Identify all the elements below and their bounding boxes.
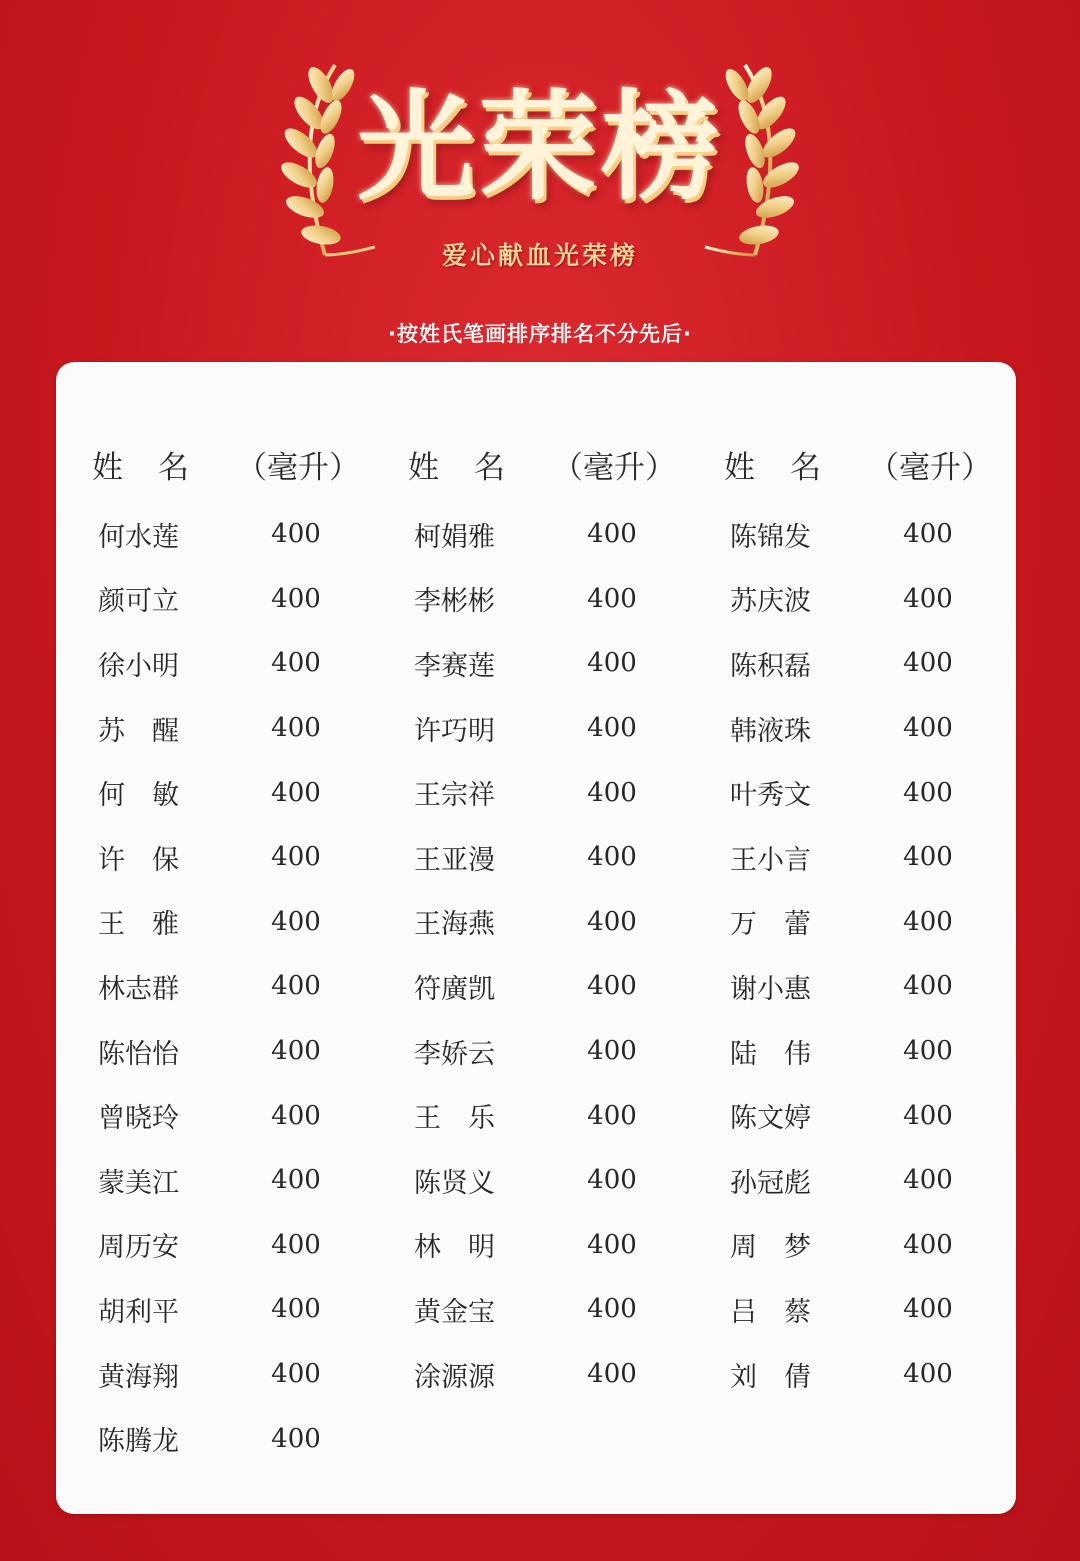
donation-amount: 400 — [903, 1294, 953, 1325]
donor-name: 李娇云 — [414, 1038, 495, 1070]
donor-name: 韩液珠 — [730, 715, 811, 747]
donor-name: 陈积磊 — [730, 650, 811, 682]
donation-amount: 400 — [903, 971, 953, 1002]
donor-name: 陈腾龙 — [98, 1426, 179, 1458]
donation-amount: 400 — [271, 713, 321, 744]
donor-name: 刘 倩 — [730, 1361, 811, 1393]
donation-amount: 400 — [587, 906, 637, 937]
donation-amount: 400 — [271, 519, 321, 550]
donor-row — [724, 1342, 1024, 1407]
donor-name: 蒙美江 — [98, 1167, 179, 1199]
donation-amount: 400 — [587, 1100, 637, 1131]
donor-row — [724, 954, 1024, 1019]
donor-name: 柯娟雅 — [414, 521, 495, 553]
donation-amount: 400 — [271, 971, 321, 1002]
donation-amount: 400 — [271, 583, 321, 614]
donor-name: 黄金宝 — [414, 1296, 495, 1328]
donor-name: 何 敏 — [98, 780, 179, 812]
donation-amount: 400 — [903, 906, 953, 937]
donor-name: 陈文婷 — [730, 1103, 811, 1135]
donation-amount: 400 — [271, 1229, 321, 1260]
donation-amount: 400 — [903, 1036, 953, 1067]
donation-amount: 400 — [587, 519, 637, 550]
donor-row — [92, 1342, 392, 1407]
column-header — [408, 440, 708, 488]
donation-amount: 400 — [903, 842, 953, 873]
donor-name: 涂源源 — [414, 1361, 495, 1393]
donor-column-1 — [92, 440, 392, 1471]
donor-row — [408, 696, 708, 761]
donor-name: 王亚漫 — [414, 844, 495, 876]
donor-name: 苏庆波 — [730, 586, 811, 618]
donation-amount: 400 — [587, 648, 637, 679]
donor-row — [724, 825, 1024, 890]
donation-amount: 400 — [903, 583, 953, 614]
donor-row — [408, 825, 708, 890]
page-title: 光荣榜 — [356, 77, 723, 216]
donor-row — [92, 502, 392, 567]
donor-name: 苏 醒 — [98, 715, 179, 747]
donor-row — [724, 631, 1024, 696]
donor-name: 林 明 — [414, 1232, 495, 1264]
donor-name: 徐小明 — [98, 650, 179, 682]
donor-name: 陈贤义 — [414, 1167, 495, 1199]
donation-amount: 400 — [587, 713, 637, 744]
donor-name: 李赛莲 — [414, 650, 495, 682]
unit-header: （毫升） — [236, 449, 360, 486]
donor-row — [92, 1083, 392, 1148]
donation-amount: 400 — [271, 1359, 321, 1390]
donor-row — [92, 1277, 392, 1342]
donor-name: 万 蕾 — [730, 909, 811, 941]
donor-name: 李彬彬 — [414, 586, 495, 618]
donor-row — [408, 567, 708, 632]
donation-amount: 400 — [587, 777, 637, 808]
donor-row — [724, 1213, 1024, 1278]
donor-name: 谢小惠 — [730, 973, 811, 1005]
donor-row — [724, 890, 1024, 955]
donor-row — [408, 890, 708, 955]
header — [0, 0, 1080, 360]
donor-name: 符廣凯 — [414, 973, 495, 1005]
page-subtitle: 爱心献血光荣榜 — [441, 241, 638, 270]
donation-amount: 400 — [271, 648, 321, 679]
name-header: 姓 名 — [724, 449, 823, 486]
donor-row — [408, 1213, 708, 1278]
donor-name: 陈怡怡 — [98, 1038, 179, 1070]
donor-row — [92, 890, 392, 955]
donation-amount: 400 — [903, 1229, 953, 1260]
donation-amount: 400 — [271, 906, 321, 937]
donor-name: 何水莲 — [98, 521, 179, 553]
donor-name: 王小言 — [730, 844, 811, 876]
donation-amount: 400 — [271, 1165, 321, 1196]
donation-amount: 400 — [903, 713, 953, 744]
donor-row — [724, 567, 1024, 632]
donor-row — [724, 760, 1024, 825]
donor-row — [92, 631, 392, 696]
donor-row — [408, 1342, 708, 1407]
donation-amount: 400 — [271, 842, 321, 873]
column-header — [92, 440, 392, 488]
donor-name: 周 梦 — [730, 1232, 811, 1264]
name-header: 姓 名 — [408, 449, 507, 486]
sorting-note: ·按姓氏笔画排序排名不分先后· — [388, 322, 692, 346]
donor-row — [724, 1019, 1024, 1084]
donation-amount: 400 — [587, 1294, 637, 1325]
donor-name: 许 保 — [98, 844, 179, 876]
donor-row — [92, 696, 392, 761]
donor-name: 林志群 — [98, 973, 179, 1005]
donor-row — [92, 567, 392, 632]
donation-amount: 400 — [903, 519, 953, 550]
donation-amount: 400 — [587, 1229, 637, 1260]
name-header: 姓 名 — [92, 449, 191, 486]
donor-row — [92, 1213, 392, 1278]
donor-name: 孙冠彪 — [730, 1167, 811, 1199]
donor-row — [92, 760, 392, 825]
laurel-right-icon — [695, 55, 815, 265]
donation-amount: 400 — [587, 1359, 637, 1390]
donor-row — [92, 825, 392, 890]
donor-row — [408, 1277, 708, 1342]
donor-name: 吕 蔡 — [730, 1296, 811, 1328]
donation-amount: 400 — [587, 1036, 637, 1067]
donor-name: 王 乐 — [414, 1103, 495, 1135]
donor-row — [408, 502, 708, 567]
donor-row — [724, 1083, 1024, 1148]
donor-name: 胡利平 — [98, 1296, 179, 1328]
donor-row — [724, 502, 1024, 567]
donor-row — [408, 1019, 708, 1084]
donor-name: 王宗祥 — [414, 780, 495, 812]
column-header — [724, 440, 1024, 488]
donor-row — [408, 1148, 708, 1213]
donor-row — [92, 954, 392, 1019]
donation-amount: 400 — [271, 1100, 321, 1131]
donation-amount: 400 — [271, 1036, 321, 1067]
donation-amount: 400 — [903, 648, 953, 679]
donor-name: 叶秀文 — [730, 780, 811, 812]
donor-name: 王海燕 — [414, 909, 495, 941]
donor-row — [92, 1406, 392, 1471]
donor-row — [408, 760, 708, 825]
donation-amount: 400 — [587, 842, 637, 873]
donation-amount: 400 — [903, 1359, 953, 1390]
donor-row — [408, 1083, 708, 1148]
donation-amount: 400 — [903, 1165, 953, 1196]
donor-name: 陈锦发 — [730, 521, 811, 553]
donation-amount: 400 — [271, 777, 321, 808]
donation-amount: 400 — [271, 1294, 321, 1325]
donation-amount: 400 — [271, 1423, 321, 1454]
donor-column-2 — [408, 440, 708, 1406]
donor-row — [408, 954, 708, 1019]
donor-name: 王 雅 — [98, 909, 179, 941]
donor-name: 周历安 — [98, 1232, 179, 1264]
donor-row — [724, 1148, 1024, 1213]
donor-row — [724, 1277, 1024, 1342]
donor-row — [724, 696, 1024, 761]
donor-name: 陆 伟 — [730, 1038, 811, 1070]
donation-amount: 400 — [587, 1165, 637, 1196]
unit-header: （毫升） — [868, 449, 992, 486]
donor-name: 许巧明 — [414, 715, 495, 747]
donation-amount: 400 — [903, 1100, 953, 1131]
donor-name: 曾晓玲 — [98, 1103, 179, 1135]
donation-amount: 400 — [587, 583, 637, 614]
donor-row — [92, 1019, 392, 1084]
donor-name: 黄海翔 — [98, 1361, 179, 1393]
donation-amount: 400 — [587, 971, 637, 1002]
unit-header: （毫升） — [552, 449, 676, 486]
donor-row — [408, 631, 708, 696]
donor-name: 颜可立 — [98, 586, 179, 618]
donation-amount: 400 — [903, 777, 953, 808]
donor-row — [92, 1148, 392, 1213]
donor-column-3 — [724, 440, 1024, 1406]
